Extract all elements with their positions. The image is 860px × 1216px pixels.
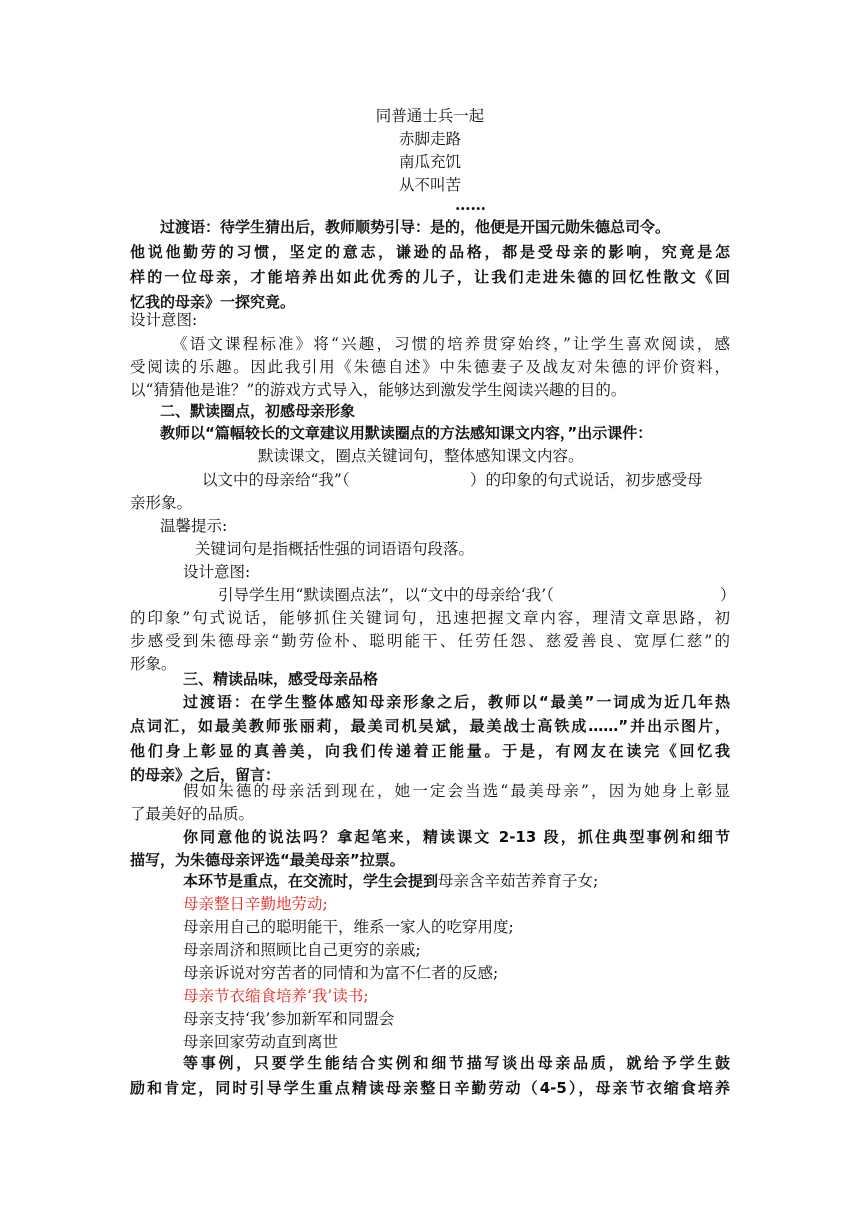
example-item: 母亲周济和照顾比自己更穷的亲戚; — [183, 941, 421, 959]
transition-paragraph: 过渡语：待学生猜出后，教师顺势引导：是的，他便是开国元勋朱德总司令。 — [160, 218, 671, 236]
transition-paragraph: 过渡语：在学生整体感知母亲形象之后，教师以“最美”一词成为近几年热 — [183, 693, 730, 711]
question-text: 你同意他的说法吗？拿起笔来，精读课文 2-13 段，抓住典型事例和细节 — [183, 828, 730, 846]
poem-ellipsis: …… — [455, 195, 486, 214]
example-item: 母亲回家劳动直到离世 — [183, 1033, 339, 1051]
quote-text: 了最美好的品质。 — [130, 805, 255, 823]
design-intent-text: 受阅读的乐趣。因此我引用《朱德自述》中朱德妻子及战友对朱德的评价资料， — [130, 358, 730, 376]
design-intent-text: 的印象”句式说话，能够抓住关键词句，迅速把握文章内容，理清文章思路，初 — [130, 609, 730, 627]
transition-paragraph: 点词汇，如最美教师张丽莉，最美司机吴斌，最美战士高铁成……”并出示图片， — [130, 717, 730, 735]
section-heading: 二、默读圈点，初感母亲形象 — [160, 402, 356, 420]
conclusion-text: 励和肯定，同时引导学生重点精读母亲整日辛勤劳动（4-5），母亲节衣缩食培养 — [130, 1079, 730, 1097]
example-item: 母亲支持‘我’参加新军和同盟会 — [183, 1010, 395, 1028]
design-intent-text: ） — [720, 586, 736, 604]
example-item: 母亲诉说对穷苦者的同情和为富不仁者的反感; — [183, 964, 499, 982]
section-heading: 三、精读品味，感受母亲品格 — [183, 670, 379, 688]
transition-paragraph: 他说他勤劳的习惯，坚定的意志，谦逊的品格，都是受母亲的影响，究竟是怎 — [130, 243, 730, 261]
task-text: 以文中的母亲给“我”（ — [202, 471, 350, 489]
quote-text: 假如朱德的母亲活到现在，她一定会当选“最美母亲”，因为她身上彰显 — [183, 782, 730, 800]
transition-paragraph: 的母亲》之后，留言： — [130, 766, 281, 784]
design-intent-label: 设计意图: — [183, 563, 251, 581]
transition-paragraph: 样的一位母亲，才能培养出如此优秀的儿子，让我们走进朱德的回忆性散文《回 — [130, 268, 730, 286]
task-text: ）的印象的句式说话，初步感受母 — [470, 471, 703, 489]
design-intent-text: 引导学生用“默读圈点法”，以“文中的母亲给‘我’（ — [218, 586, 554, 604]
transition-paragraph: 忆我的母亲》一探究竟。 — [130, 293, 296, 311]
section-intro: 教师以“篇幅较长的文章建议用默读圈点的方法感知课文内容，”出示课件： — [160, 424, 653, 442]
focus-line — [183, 871, 598, 891]
example-item-highlighted: 母亲整日辛勤地劳动; — [183, 895, 328, 913]
task-text: 亲形象。 — [130, 494, 193, 512]
task-text: 默读课文，圈点关键词句，整体感知课文内容。 — [258, 447, 584, 465]
tip-label: 温馨提示: — [160, 517, 228, 535]
poem-line: 赤脚走路 — [398, 130, 461, 148]
focus-rest: 母亲含辛茹苦养育子女; — [438, 872, 599, 890]
poem-line: 南瓜充饥 — [398, 153, 461, 171]
design-intent-text: 《语文课程标准》将“兴趣，习惯的培养贯穿始终，”让学生喜欢阅读，感 — [172, 335, 730, 353]
design-intent-text: 以“猜猜他是谁？”的游戏方式导入，能够达到激发学生阅读兴趣的目的。 — [130, 381, 627, 399]
tip-text: 关键词句是指概括性强的词语语句段落。 — [195, 540, 475, 558]
poem-line: 从不叫苦 — [398, 176, 461, 194]
example-item-highlighted: 母亲节衣缩食培养‘我’读书; — [183, 987, 369, 1005]
question-text: 描写，为朱德母亲评选“最美母亲”拉票。 — [130, 851, 405, 869]
poem-line: 同普通士兵一起 — [375, 107, 485, 125]
example-item: 母亲用自己的聪明能干，维系一家人的吃穿用度; — [183, 918, 514, 936]
conclusion-text: 等事例，只要学生能结合实例和细节描写谈出母亲品质，就给予学生鼓 — [183, 1054, 730, 1072]
design-intent-text: 步感受到朱德母亲“勤劳俭朴、聪明能干、任劳任怨、慈爱善良、宽厚仁慈”的 — [130, 632, 730, 650]
design-intent-label: 设计意图: — [130, 311, 198, 329]
design-intent-text: 形象。 — [130, 655, 177, 673]
transition-paragraph: 他们身上彰显的真善美，向我们传递着正能量。于是，有网友在读完《回忆我 — [130, 742, 730, 760]
focus-bold: 本环节是重点，在交流时，学生会提到 — [183, 872, 439, 890]
